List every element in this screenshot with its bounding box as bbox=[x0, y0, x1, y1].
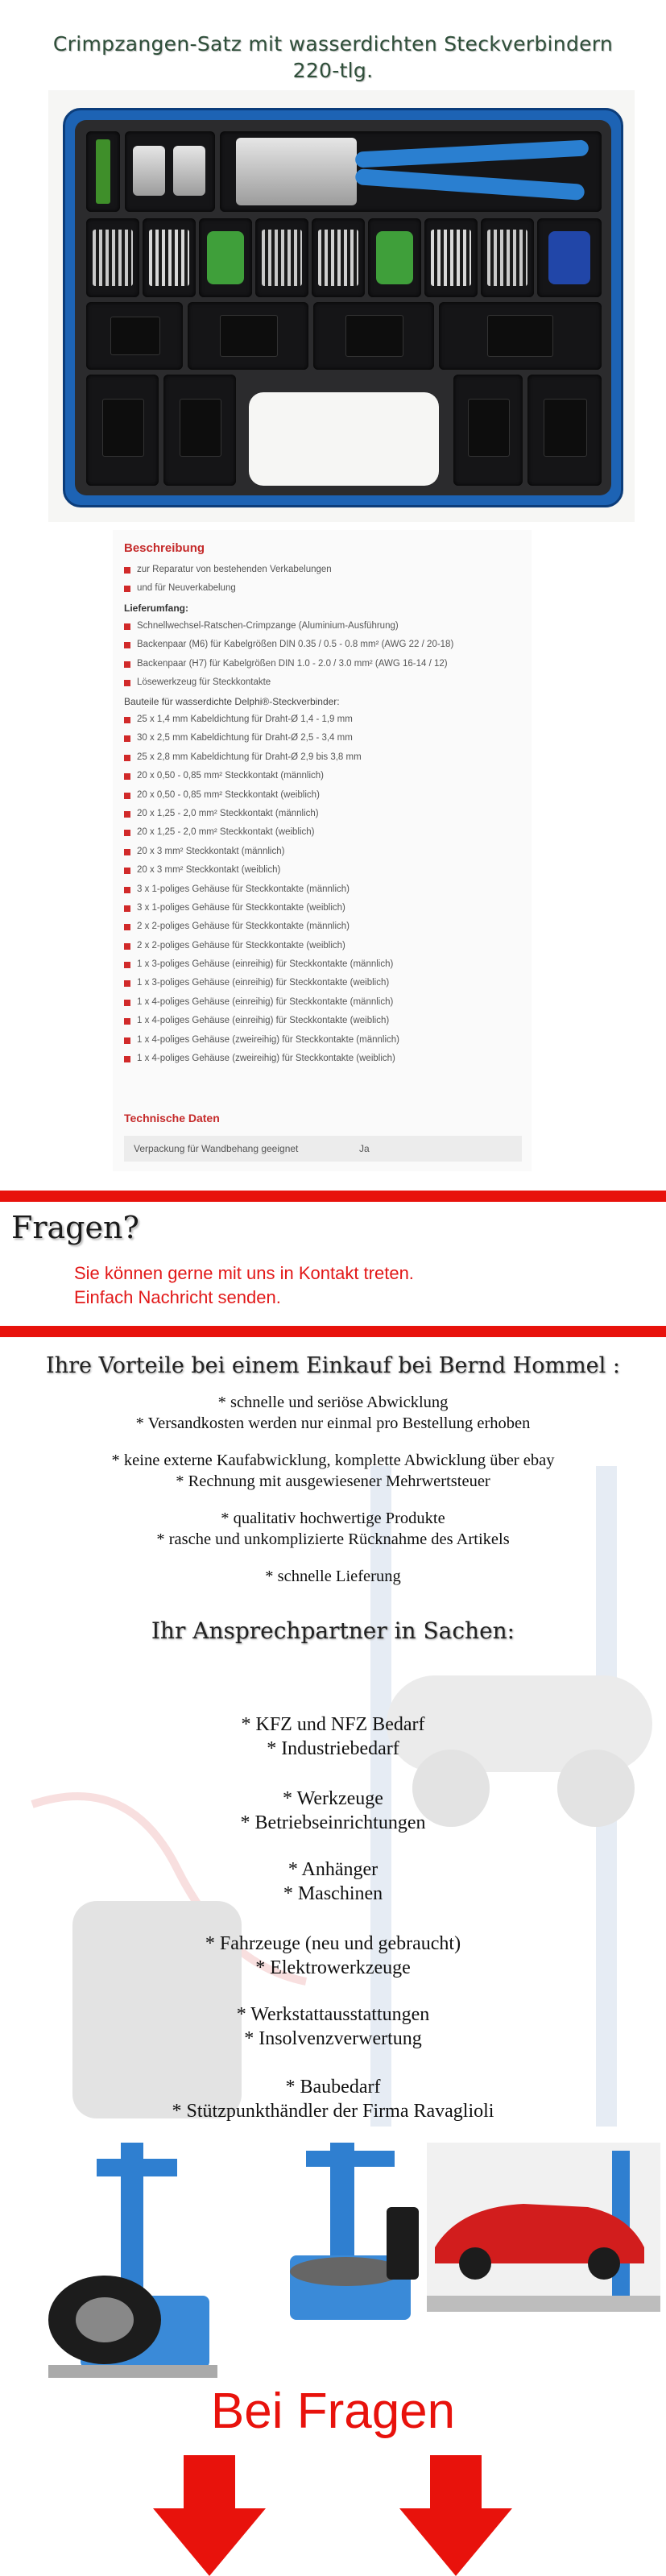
list-item bbox=[124, 993, 511, 1012]
partner-line: * Stützpunkthändler der Firma Ravaglioli bbox=[172, 2101, 494, 2122]
vorteile-line: * schnelle Lieferung bbox=[265, 1568, 401, 1585]
list-item bbox=[124, 561, 511, 579]
bullet-square-icon bbox=[124, 773, 130, 780]
bullet-square-icon bbox=[124, 943, 130, 950]
housing-parts bbox=[544, 399, 587, 457]
list-item bbox=[124, 1031, 511, 1050]
list-item bbox=[124, 673, 511, 692]
release-tool bbox=[96, 139, 110, 204]
bullet-square-icon bbox=[124, 680, 130, 686]
vorteile-line: * qualitativ hochwertige Produkte bbox=[221, 1510, 445, 1527]
list-item-text: 2 x 2-poliges Gehäuse für Steckkontakte (weiblich) bbox=[137, 940, 345, 950]
compartment bbox=[86, 302, 183, 370]
compartment bbox=[424, 218, 478, 297]
vorteile-line: * schnelle und seriöse Abwicklung bbox=[217, 1394, 449, 1411]
bullet-square-icon bbox=[124, 962, 130, 968]
housing-parts bbox=[220, 315, 278, 357]
bei-fragen-text: Bei Fragen bbox=[210, 2383, 456, 2439]
list-item-text: 20 x 1,25 - 2,0 mm² Steckkontakt (männlich) bbox=[137, 808, 319, 818]
seal-parts bbox=[93, 230, 133, 286]
bullet-square-icon bbox=[124, 623, 130, 630]
tech-heading: Technische Daten bbox=[124, 1112, 220, 1124]
list-item-text: Backenpaar (M6) für Kabelgrößen DIN 0.35 / 0.5 - 0.8 mm² (AWG 22 / 20-18) bbox=[137, 640, 454, 650]
list-item bbox=[124, 579, 511, 598]
compartment bbox=[86, 218, 139, 297]
list-item-text: 1 x 4-poliges Gehäuse (einreihig) für Steckkontakte (weiblich) bbox=[137, 1016, 390, 1026]
scope-list bbox=[124, 617, 511, 693]
list-item-text: 3 x 1-poliges Gehäuse für Steckkontakte (weiblich) bbox=[137, 902, 345, 913]
tech-row-value: Ja bbox=[359, 1143, 370, 1154]
list-item-text: 20 x 3 mm² Steckkontakt (männlich) bbox=[137, 846, 285, 856]
housing-parts bbox=[180, 399, 221, 457]
list-item-text: 25 x 2,8 mm Kabeldichtung für Draht-Ø 2,9 bis 3,8 mm bbox=[137, 752, 362, 762]
contact-parts bbox=[318, 230, 358, 286]
partner-line: * Werkstattausstattungen bbox=[236, 2004, 430, 2025]
bullet-square-icon bbox=[124, 661, 130, 668]
scope-heading: Lieferumfang: bbox=[124, 603, 189, 614]
tire-changer-image-center bbox=[258, 2135, 435, 2336]
partner-line: * Baubedarf bbox=[285, 2077, 381, 2098]
description-card bbox=[113, 530, 532, 1171]
product-title-line2: 220-tlg. bbox=[292, 59, 374, 82]
product-title bbox=[0, 31, 666, 84]
compartment bbox=[537, 218, 602, 297]
jaw-pair-m6 bbox=[133, 146, 165, 196]
tool-case-interior bbox=[75, 120, 611, 495]
list-item-text: 20 x 0,50 - 0,85 mm² Steckkontakt (männlich) bbox=[137, 771, 325, 781]
description-heading: Beschreibung bbox=[124, 541, 205, 555]
tire-changer-image-left bbox=[32, 2135, 225, 2384]
arrow-down-icon bbox=[399, 2455, 512, 2576]
product-title-line1: Crimpzangen-Satz mit wasserdichten Steckverbindern bbox=[52, 32, 614, 56]
bullet-square-icon bbox=[124, 1056, 130, 1062]
housing-parts bbox=[487, 315, 553, 357]
list-item-text: 2 x 2-poliges Gehäuse für Steckkontakte (männlich) bbox=[137, 921, 350, 932]
case-handle-cutout bbox=[249, 392, 439, 486]
partner-line: * Anhänger bbox=[287, 1859, 379, 1880]
description-list bbox=[124, 561, 511, 598]
bullet-square-icon bbox=[124, 586, 130, 592]
list-item-text: 20 x 0,50 - 0,85 mm² Steckkontakt (weiblich) bbox=[137, 789, 320, 800]
bullet-square-icon bbox=[124, 717, 130, 723]
compartment bbox=[86, 375, 159, 486]
contact-parts bbox=[149, 230, 189, 286]
list-item-text: 1 x 4-poliges Gehäuse (einreihig) für Steckkontakte (männlich) bbox=[137, 996, 394, 1007]
partner-line: * Werkzeuge bbox=[283, 1788, 383, 1809]
crimper-head bbox=[236, 138, 357, 205]
compartment bbox=[368, 218, 421, 297]
list-item bbox=[124, 899, 511, 917]
list-item bbox=[124, 843, 511, 861]
list-item bbox=[124, 748, 511, 767]
list-item bbox=[124, 1012, 511, 1030]
list-item bbox=[124, 955, 511, 974]
list-item-text: Lösewerkzeug für Steckkontakte bbox=[137, 677, 271, 688]
compartment bbox=[312, 218, 365, 297]
bullet-square-icon bbox=[124, 924, 130, 930]
partner-line: * Fahrzeuge (neu und gebraucht) bbox=[205, 1933, 461, 1954]
housing-parts bbox=[102, 399, 144, 457]
jaw-pair-slot bbox=[125, 131, 215, 212]
release-tool-slot bbox=[86, 131, 120, 212]
vorteile-line: * keine externe Kaufabwicklung, komplette Abwicklung über ebay bbox=[111, 1452, 555, 1469]
list-item bbox=[124, 655, 511, 673]
list-item bbox=[124, 636, 511, 654]
bullet-square-icon bbox=[124, 642, 130, 648]
list-item-text: 20 x 1,25 - 2,0 mm² Steckkontakt (weiblich) bbox=[137, 827, 315, 838]
compartment bbox=[143, 218, 196, 297]
list-item-text: 20 x 3 mm² Steckkontakt (weiblich) bbox=[137, 865, 281, 876]
partner-line: * KFZ und NFZ Bedarf bbox=[241, 1714, 425, 1735]
green-seals bbox=[207, 231, 244, 284]
list-item bbox=[124, 729, 511, 748]
divider-bar-top bbox=[0, 1191, 666, 1202]
list-item bbox=[124, 805, 511, 823]
bullet-square-icon bbox=[124, 849, 130, 855]
bullet-square-icon bbox=[124, 811, 130, 818]
list-item-text: 1 x 3-poliges Gehäuse (einreihig) für Steckkontakte (männlich) bbox=[137, 959, 394, 970]
bullet-square-icon bbox=[124, 868, 130, 874]
list-item bbox=[124, 917, 511, 936]
tool-case bbox=[63, 108, 623, 507]
list-item bbox=[124, 786, 511, 805]
list-item bbox=[124, 937, 511, 955]
crimper-handle-lower bbox=[355, 168, 585, 201]
compartment bbox=[481, 218, 534, 297]
list-item-text: Backenpaar (H7) für Kabelgrößen DIN 1.0 - 2.0 / 3.0 mm² (AWG 16-14 / 12) bbox=[137, 658, 448, 669]
bullet-square-icon bbox=[124, 793, 130, 799]
vorteile-heading: Ihre Vorteile bei einem Einkauf bei Bernd Hommel : bbox=[46, 1353, 620, 1378]
jaw-pair-h7 bbox=[173, 146, 205, 196]
bullet-square-icon bbox=[124, 1000, 130, 1006]
vorteile-line: * Versandkosten werden nur einmal pro Bestellung erhoben bbox=[135, 1414, 531, 1432]
vorteile-line: * rasche und unkomplizierte Rücknahme des Artikels bbox=[156, 1530, 510, 1548]
bullet-square-icon bbox=[124, 567, 130, 574]
partner-line: * Elektrowerkzeuge bbox=[255, 1957, 411, 1978]
list-item bbox=[124, 861, 511, 880]
list-item bbox=[124, 767, 511, 785]
compartment bbox=[255, 218, 308, 297]
list-item-text: 1 x 4-poliges Gehäuse (zweireihig) für Steckkontakte (weiblich) bbox=[137, 1054, 395, 1064]
green-seals bbox=[376, 231, 413, 284]
compartment bbox=[188, 302, 308, 370]
list-item bbox=[124, 1050, 511, 1068]
crimper-handle-upper bbox=[355, 139, 589, 168]
compartment bbox=[163, 375, 236, 486]
bullet-square-icon bbox=[124, 1018, 130, 1025]
list-item-text: 25 x 1,4 mm Kabeldichtung für Draht-Ø 1,4 - 1,9 mm bbox=[137, 714, 353, 724]
bullet-square-icon bbox=[124, 887, 130, 893]
compartment bbox=[199, 218, 252, 297]
housing-parts bbox=[110, 317, 160, 355]
list-item-text: zur Reparatur von bestehenden Verkabelungen bbox=[137, 565, 332, 574]
bullet-square-icon bbox=[124, 735, 130, 742]
housing-parts bbox=[345, 315, 403, 357]
fragen-line1: Sie können gerne mit uns in Kontakt treten. bbox=[74, 1263, 414, 1283]
contact-parts bbox=[431, 230, 471, 286]
bullet-square-icon bbox=[124, 905, 130, 912]
bullet-square-icon bbox=[124, 755, 130, 761]
arrow-down-icon bbox=[153, 2455, 266, 2576]
divider-bar-bottom bbox=[0, 1326, 666, 1337]
fragen-line2: Einfach Nachricht senden. bbox=[74, 1287, 281, 1307]
vorteile-line: * Rechnung mit ausgewiesener Mehrwertsteuer bbox=[176, 1472, 490, 1490]
list-item-text: 3 x 1-poliges Gehäuse für Steckkontakte (männlich) bbox=[137, 884, 350, 894]
tech-row bbox=[124, 1136, 522, 1162]
product-image bbox=[48, 90, 635, 522]
list-item bbox=[124, 880, 511, 899]
list-item-text: 1 x 3-poliges Gehäuse (einreihig) für Steckkontakte (weiblich) bbox=[137, 978, 390, 988]
car-lift-image bbox=[427, 2143, 660, 2312]
list-item bbox=[124, 617, 511, 636]
tech-row-label: Verpackung für Wandbehang geeignet bbox=[134, 1143, 299, 1154]
partner-heading: Ihr Ansprechpartner in Sachen: bbox=[151, 1617, 515, 1644]
parts-heading: Bauteile für wasserdichte Delphi®-Steckverbinder: bbox=[124, 696, 340, 707]
bullet-square-icon bbox=[124, 980, 130, 987]
blue-seals bbox=[548, 231, 590, 284]
compartment bbox=[453, 375, 523, 486]
contact-parts bbox=[487, 230, 527, 286]
compartment bbox=[313, 302, 434, 370]
partner-line: * Maschinen bbox=[283, 1883, 383, 1904]
list-item-text: 30 x 2,5 mm Kabeldichtung für Draht-Ø 2,5 - 3,4 mm bbox=[137, 733, 353, 743]
list-item-text: Schnellwechsel-Ratschen-Crimpzange (Aluminium-Ausführung) bbox=[137, 621, 399, 631]
fragen-title: Fragen? bbox=[11, 1210, 139, 1245]
partner-line: * Betriebseinrichtungen bbox=[240, 1812, 426, 1833]
list-item-text: und für Neuverkabelung bbox=[137, 583, 236, 594]
list-item bbox=[124, 710, 511, 729]
housing-parts bbox=[468, 399, 510, 457]
list-item-text: 1 x 4-poliges Gehäuse (zweireihig) für Steckkontakte (männlich) bbox=[137, 1034, 399, 1045]
compartment bbox=[439, 302, 602, 370]
list-item bbox=[124, 823, 511, 842]
list-item bbox=[124, 974, 511, 992]
crimper-slot bbox=[220, 131, 602, 212]
bullet-square-icon bbox=[124, 1037, 130, 1044]
parts-list bbox=[124, 710, 511, 1068]
contact-parts bbox=[262, 230, 302, 286]
bullet-square-icon bbox=[124, 830, 130, 836]
partner-line: * Industriebedarf bbox=[267, 1738, 399, 1759]
compartment bbox=[527, 375, 602, 486]
partner-line: * Insolvenzverwertung bbox=[244, 2028, 422, 2049]
